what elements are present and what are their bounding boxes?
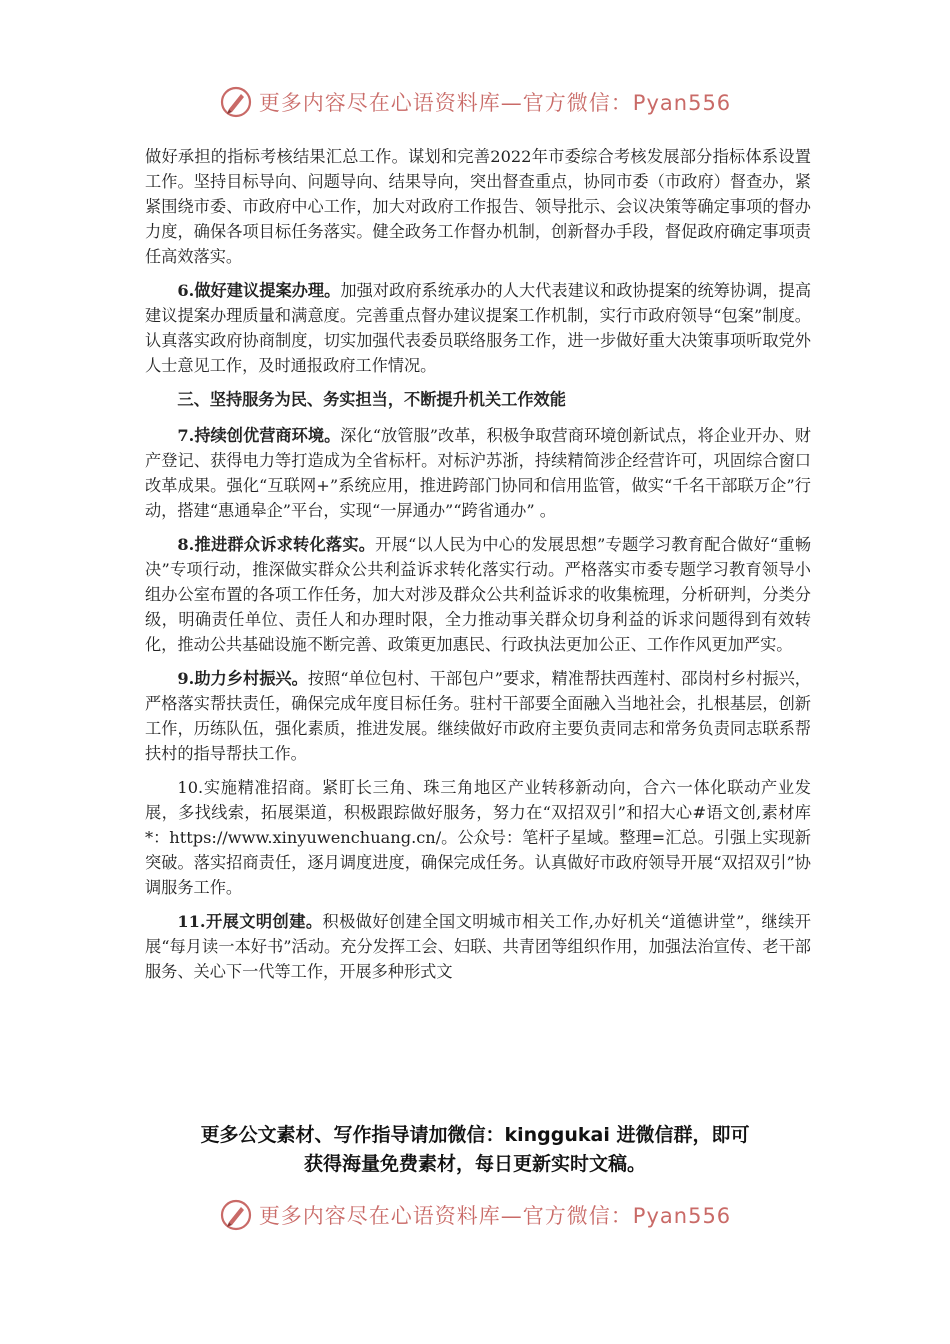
- footer-banner: [0, 1195, 950, 1235]
- footer-promo-line-1: 更多公文素材、写作指导请加微信：kinggukai 进微信群，即可: [200, 1124, 750, 1146]
- paragraph-7-body: 深化“放管服”改革，积极争取营商环境创新试点，将企业开办、财产登记、获得电力等打造成为全省标杆。对标沪苏浙，持续精简涉企经营许可，巩固综合窗口改革成果。强化“互联网+”系统应用，推进跨部门协同和信用监管，做实“千名干部联万企”行动，搭建“惠通皋企”平台，实现“一屏通办”“跨省通办” 。: [145, 426, 811, 520]
- header-banner: [0, 82, 950, 122]
- footer-promo: [0, 1121, 950, 1179]
- paragraph-10: 10.实施精准招商。紧盯长三角、珠三角地区产业转移新动向，合六一体化联动产业发展，多找线索，拓展渠道，积极跟踪做好服务，努力在“双招双引”和招大心#语文创,素材库*：https://www.xinyuwenchuang.cn/。公众号：笔杆子星域。整理=汇总。引强上实现新突破。落实招商责任，逐月调度进度，确保完成任务。认真做好市政府领导开展“双招双引”协调服务工作。: [145, 778, 811, 897]
- paragraph-9: [145, 666, 811, 766]
- banner-text: 更多内容尽在心语资料库—官方微信：Pyan556: [258, 1204, 732, 1228]
- paragraph-7: [145, 423, 811, 523]
- paragraph-continued: 做好承担的指标考核结果汇总工作。谋划和完善2022年市委综合考核发展部分指标体系设置工作。坚持目标导向、问题导向、结果导向，突出督查重点，协同市委（市政府）督查办，紧紧围绕市委、市政府中心工作，加大对政府工作报告、领导批示、会议决策等确定事项的督办力度，确保各项目标任务落实。健全政务工作督办机制，创新督办手段，督促政府确定事项责任高效落实。: [145, 147, 811, 266]
- paragraph-6-title: 6.做好建议提案办理。: [177, 281, 341, 300]
- paragraph-11-title: 11.开展文明创建。: [177, 912, 323, 931]
- pen-circle-logo-icon: [219, 85, 253, 119]
- banner-text: 更多内容尽在心语资料库—官方微信：Pyan556: [258, 91, 732, 115]
- paragraph-11: [145, 909, 811, 984]
- footer-promo-line-2: 获得海量免费素材，每日更新实时文稿。: [303, 1153, 646, 1175]
- pen-circle-logo-icon: [219, 1198, 253, 1232]
- paragraph-9-title: 9.助力乡村振兴。: [177, 669, 308, 688]
- paragraph-6: [145, 278, 811, 378]
- section-heading-3: 三、坚持服务为民、务实担当，不断提升机关工作效能: [177, 390, 566, 409]
- paragraph-9-body: 按照“单位包村、干部包户”要求，精准帮扶西莲村、邵岗村乡村振兴，严格落实帮扶责任，确保完成年度目标任务。驻村干部要全面融入当地社会，扎根基层，创新工作，历练队伍，强化素质，推进发展。继续做好市政府主要负责同志和常务负责同志联系帮扶村的指导帮扶工作。: [145, 669, 811, 763]
- paragraph-8-title: 8.推进群众诉求转化落实。: [177, 535, 376, 554]
- paragraph-8-body: 开展“以人民为中心的发展思想”专题学习教育配合做好“重畅决”专项行动，推深做实群众公共利益诉求转化落实行动。严格落实市委专题学习教育领导小组办公室布置的各项工作任务，加大对涉及群众公共利益诉求的收集梳理，分析研判，分类分级，明确责任单位、责任人和办理时限，全力推动事关群众切身利益的诉求问题得到有效转化，推动公共基础设施不断完善、政策更加惠民、行政执法更加公正、工作作风更加严实。: [145, 535, 812, 654]
- paragraph-11-body: 积极做好创建全国文明城市相关工作,办好机关“道德讲堂”，继续开展“每月读一本好书”活动。充分发挥工会、妇联、共青团等组织作用，加强法治宣传、老干部服务、关心下一代等工作，开展多种形式文: [145, 912, 811, 981]
- paragraph-8: [145, 532, 811, 657]
- document-body: [145, 144, 811, 993]
- paragraph-7-title: 7.持续创优营商环境。: [177, 426, 341, 445]
- paragraph-6-body: 加强对政府系统承办的人大代表建议和政协提案的统筹协调，提高建议提案办理质量和满意度。完善重点督办建议提案工作机制，实行市政府领导“包案”制度。认真落实政府协商制度，切实加强代表委员联络服务工作，进一步做好重大决策事项听取党外人士意见工作，及时通报政府工作情况。: [145, 281, 812, 375]
